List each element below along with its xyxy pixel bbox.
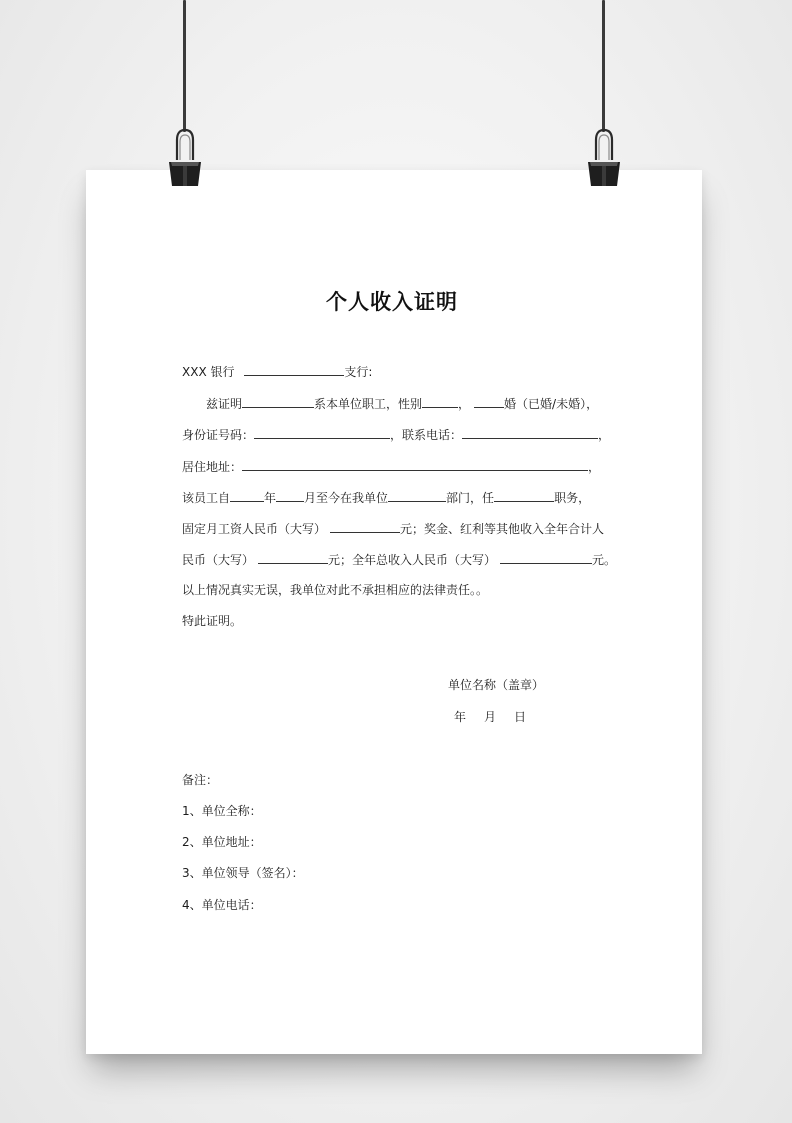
text-certify: 兹证明 xyxy=(206,397,243,411)
certify-line: 特此证明。 xyxy=(182,614,243,628)
text-department: 部门，任 xyxy=(446,491,495,505)
id-blank xyxy=(254,426,390,439)
document-title: 个人收入证明 xyxy=(326,290,458,314)
document-paper xyxy=(86,170,702,1054)
text-bonus: 元；奖金、红利等其他收入全年合计人 xyxy=(400,522,605,536)
text-yuan: 元。 xyxy=(592,553,617,567)
binder-clip-left-icon xyxy=(167,126,203,186)
text-month-unit: 月至今在我单位 xyxy=(304,491,389,505)
year-blank xyxy=(230,489,264,502)
id-phone-line xyxy=(182,426,610,443)
note-company-phone: 4、单位电话： xyxy=(182,898,262,912)
bank-prefix: XXX 银行 xyxy=(182,365,235,379)
text-year: 年 xyxy=(264,491,277,505)
hanging-wire-left xyxy=(183,0,186,132)
total-income-line xyxy=(182,551,616,568)
text-total-income: 元；全年总收入人民币（大写） xyxy=(328,553,497,567)
department-blank xyxy=(388,489,446,502)
position-blank xyxy=(494,489,554,502)
employment-line xyxy=(182,489,590,506)
date-month: 月 xyxy=(484,710,497,724)
hanging-wire-right xyxy=(602,0,605,132)
binder-clip-right-icon xyxy=(586,126,622,186)
bank-suffix: 支行: xyxy=(344,365,373,379)
bonus-blank xyxy=(258,551,328,564)
liability-line: 以上情况真实无误，我单位对此不承担相应的法律责任。。 xyxy=(182,583,489,597)
date-year: 年 xyxy=(454,710,467,724)
text-id-number: 身份证号码： xyxy=(182,428,255,442)
address-blank xyxy=(242,458,588,471)
bank-line xyxy=(182,363,372,380)
notes-title: 备注： xyxy=(182,773,219,787)
bank-blank xyxy=(244,363,344,376)
text-comma: ， xyxy=(588,460,601,474)
company-stamp-label: 单位名称（盖章） xyxy=(448,678,545,692)
marital-blank xyxy=(474,395,504,408)
date-line xyxy=(454,708,544,725)
salary-line xyxy=(182,520,604,537)
gender-blank xyxy=(422,395,458,408)
month-blank xyxy=(276,489,304,502)
text-since: 该员工自 xyxy=(182,491,231,505)
total-blank xyxy=(500,551,592,564)
text-address: 居住地址： xyxy=(182,460,243,474)
note-company-leader: 3、单位领导（签名）： xyxy=(182,866,304,880)
text-marital: 婚（已婚/未婚）， xyxy=(504,397,599,411)
note-company-name: 1、单位全称： xyxy=(182,804,262,818)
text-comma: ， xyxy=(598,428,611,442)
note-company-address: 2、单位地址： xyxy=(182,835,262,849)
text-comma: ， xyxy=(458,397,471,411)
employee-line xyxy=(206,395,598,412)
address-line xyxy=(182,458,600,475)
name-blank xyxy=(242,395,314,408)
text-position: 职务， xyxy=(554,491,591,505)
date-day: 日 xyxy=(514,710,527,724)
text-employee-gender: 系本单位职工，性别 xyxy=(314,397,423,411)
phone-blank xyxy=(462,426,598,439)
text-phone: ，联系电话： xyxy=(390,428,463,442)
text-monthly-salary: 固定月工资人民币（大写） xyxy=(182,522,327,536)
salary-blank xyxy=(330,520,400,533)
text-rmb-uppercase: 民币（大写） xyxy=(182,553,255,567)
